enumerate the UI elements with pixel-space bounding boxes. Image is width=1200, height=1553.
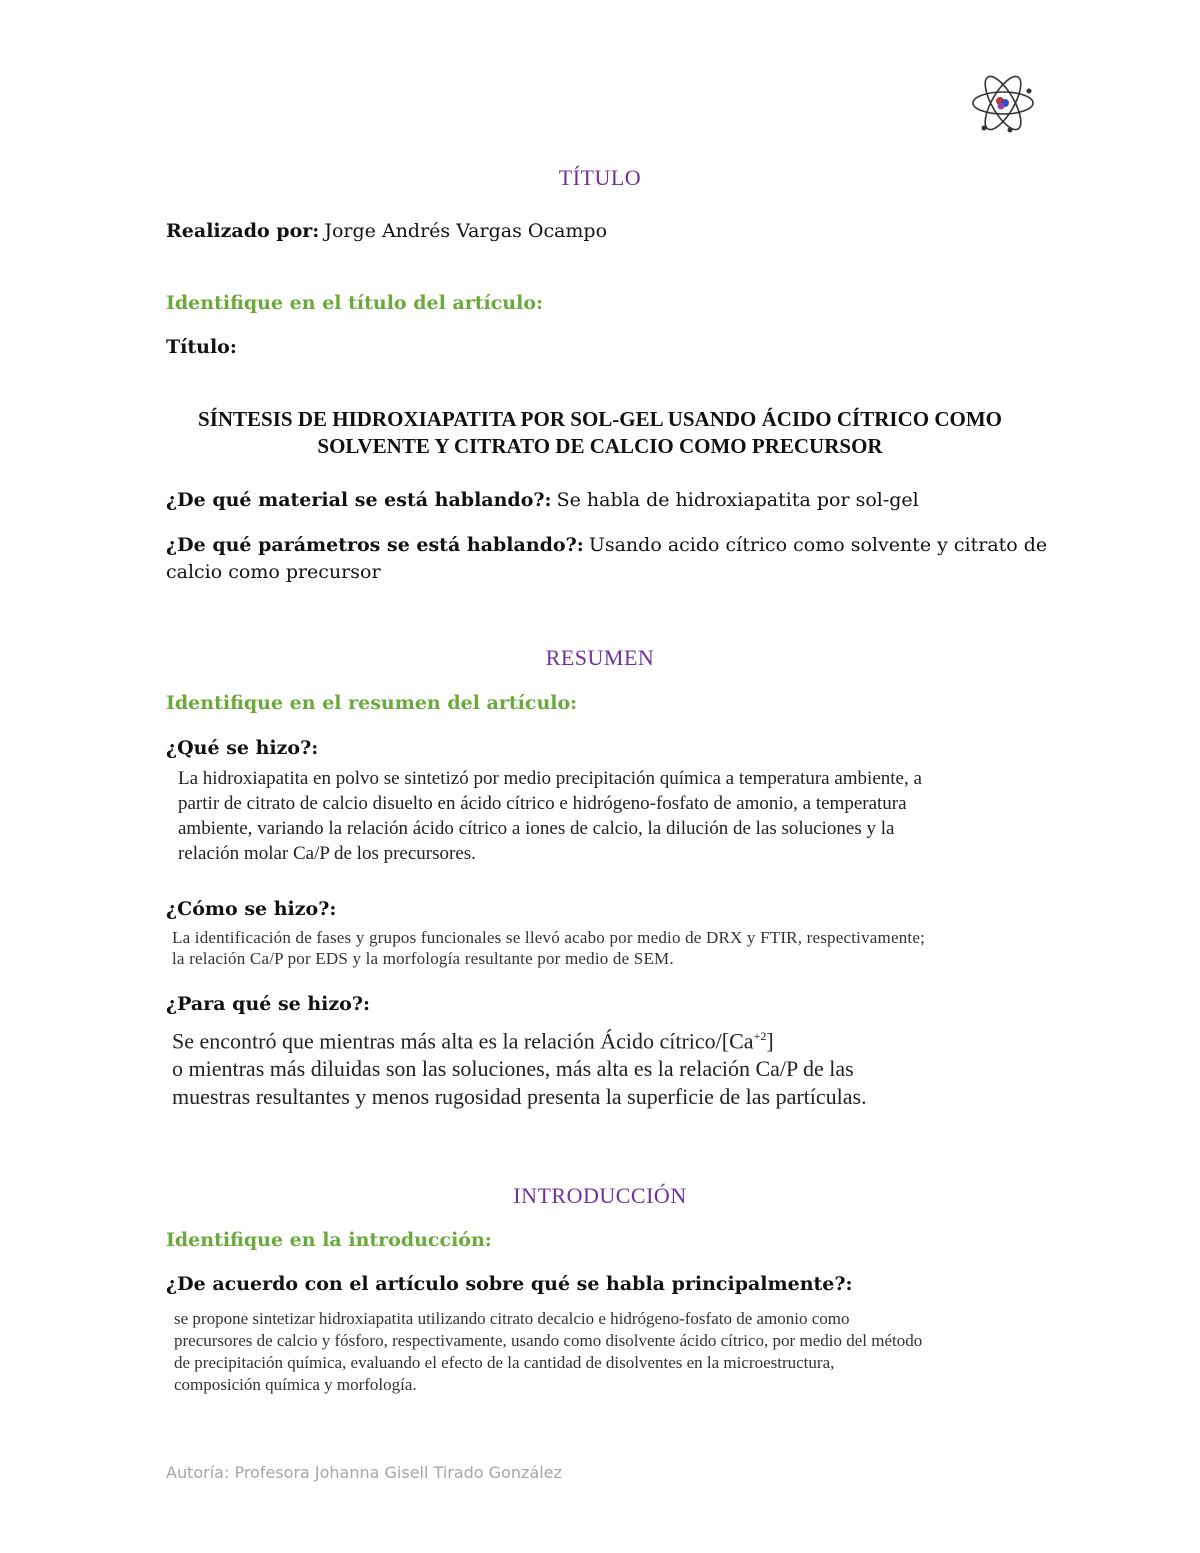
article-title-line-1: SÍNTESIS DE HIDROXIAPATITA POR SOL-GEL USANDO ÁCIDO CÍTRICO COMO xyxy=(198,407,1002,431)
footer-authorship: Autoría: Profesora Johanna Gisell Tirado González xyxy=(166,1463,562,1482)
what-answer-line: La hidroxiapatita en polvo se sintetizó por medio precipitación química a temperatura ambiente, a xyxy=(178,768,922,789)
article-title-line-2: SOLVENTE Y CITRATO DE CALCIO COMO PRECURSOR xyxy=(317,434,883,458)
intro-prompt: Identifique en la introducción: xyxy=(166,1229,492,1251)
purpose-question: ¿Para qué se hizo?: xyxy=(166,993,370,1015)
what-answer-line: ambiente, variando la relación ácido cítrico a iones de calcio, la dilución de las soluciones y la xyxy=(178,818,895,839)
how-question: ¿Cómo se hizo?: xyxy=(166,898,337,920)
atom-icon xyxy=(970,70,1036,136)
purpose-answer-line: muestras resultantes y menos rugosidad presenta la superficie de las partículas. xyxy=(172,1084,867,1110)
what-answer xyxy=(178,766,922,866)
calcium-charge: +2 xyxy=(753,1029,767,1043)
author-label: Realizado por: xyxy=(166,220,320,242)
main-topic-answer-line: de precipitación química, evaluando el efecto de la cantidad de disolventes en la microestructura, xyxy=(174,1353,835,1372)
purpose-answer-line xyxy=(172,1022,867,1055)
title-label: Título: xyxy=(166,336,237,358)
purpose-answer-bracket: ] xyxy=(766,1028,774,1054)
summary-prompt: Identifique en el resumen del artículo: xyxy=(166,692,578,714)
purpose-answer-line: o mientras más diluidas son las soluciones, más alta es la relación Ca/P de las xyxy=(172,1056,854,1082)
purpose-answer-text: Se encontró que mientras más alta es la relación Ácido cítrico/[Ca xyxy=(172,1028,754,1054)
main-topic-answer-line: se propone sintetizar hidroxiapatita utilizando citrato decalcio e hidrógeno-fosfato de amonio como xyxy=(174,1309,850,1328)
what-answer-line: relación molar Ca/P de los precursores. xyxy=(178,843,476,864)
how-answer xyxy=(172,927,925,969)
how-answer-line: la relación Ca/P por EDS y la morfología resultante por medio de SEM. xyxy=(172,949,674,968)
article-title xyxy=(0,406,1200,460)
main-topic-answer xyxy=(174,1308,922,1396)
author-name: Jorge Andrés Vargas Ocampo xyxy=(324,220,608,242)
parameters-question-label: ¿De qué parámetros se está hablando?: xyxy=(166,534,584,556)
title-prompt: Identifique en el título del artículo: xyxy=(166,292,544,314)
how-answer-line: La identificación de fases y grupos funcionales se llevó acabo por medio de DRX y FTIR, respectivamente; xyxy=(172,928,925,947)
what-question: ¿Qué se hizo?: xyxy=(166,737,319,759)
section-title-resumen: RESUMEN xyxy=(545,645,655,670)
main-topic-answer-line: composición química y morfología. xyxy=(174,1375,417,1394)
what-answer-line: partir de citrato de calcio disuelto en ácido cítrico e hidrógeno-fosfato de amonio, a temperatura xyxy=(178,793,907,814)
parameters-answer-line-1: Usando acido cítrico como solvente y citrato de xyxy=(588,534,1048,556)
purpose-answer xyxy=(172,1022,867,1111)
material-answer: Se habla de hidroxiapatita por sol-gel xyxy=(556,489,919,511)
material-question xyxy=(166,489,919,511)
section-title-introduccion: INTRODUCCIÓN xyxy=(513,1183,687,1208)
material-question-label: ¿De qué material se está hablando?: xyxy=(166,489,552,511)
main-topic-answer-line: precursores de calcio y fósforo, respectivamente, usando como disolvente ácido cítrico, por medio del método xyxy=(174,1331,923,1350)
parameters-answer-line-2: calcio como precursor xyxy=(166,561,381,583)
main-topic-question: ¿De acuerdo con el artículo sobre qué se habla principalmente?: xyxy=(166,1273,853,1295)
section-title-titulo: TÍTULO xyxy=(558,165,642,190)
author-line xyxy=(166,220,607,242)
parameters-question xyxy=(166,534,1047,556)
